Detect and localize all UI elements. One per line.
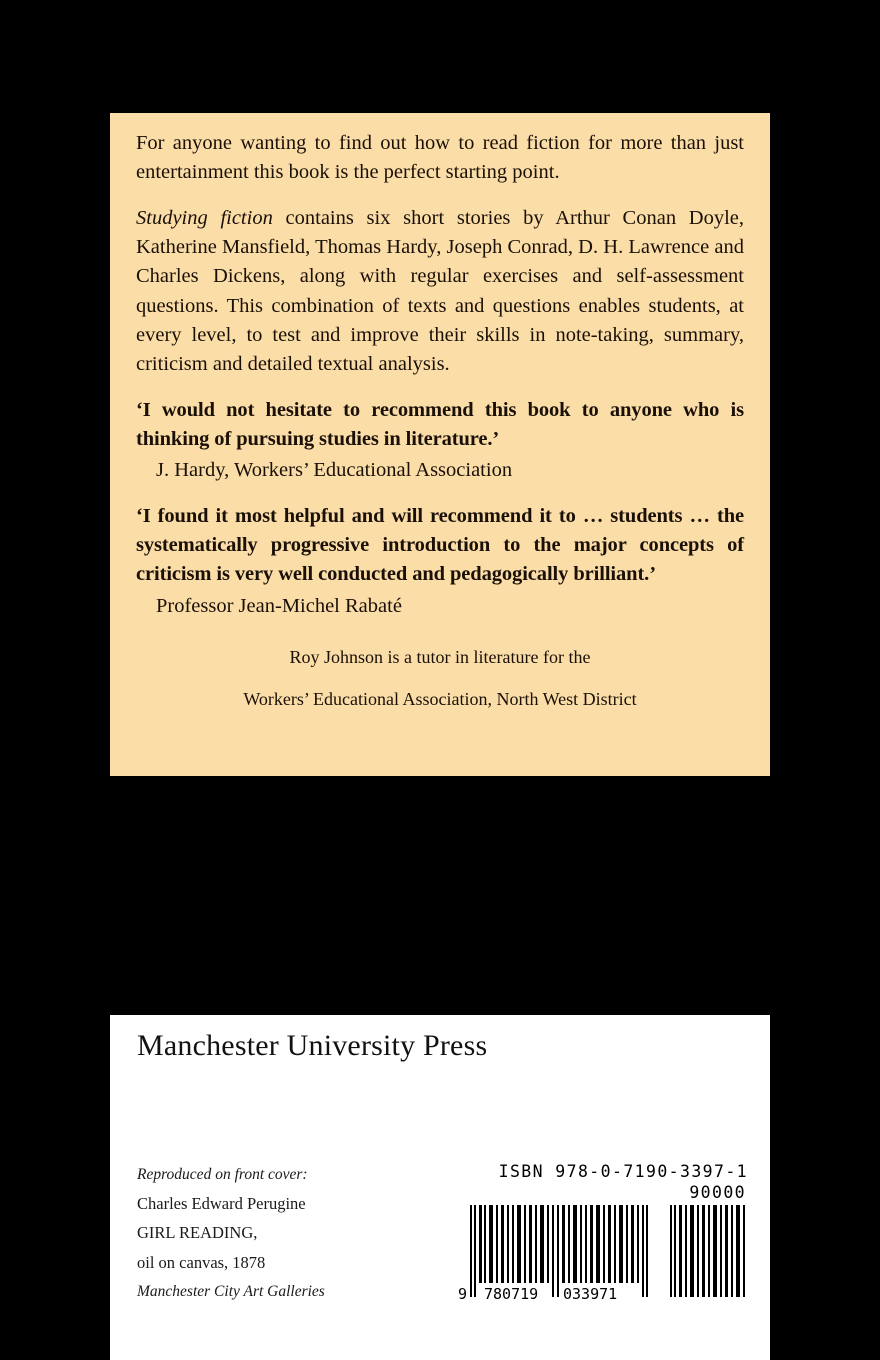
book-title-italic: Studying fiction — [136, 207, 273, 230]
blurb-paragraph-2 — [136, 204, 744, 379]
barcode-main-digits: 9 780719 033971 — [458, 1285, 618, 1303]
cover-credit-title: GIRL READING, — [137, 1223, 258, 1242]
review-quote-2-source: Professor Jean-Michel Rabaté — [156, 594, 402, 617]
barcode-addon-ean5 — [670, 1205, 748, 1297]
blurb-paragraph-1: For anyone wanting to find out how to read fiction for more than just entertainment this book is the perfect starting point. — [136, 132, 744, 184]
back-cover-footer-panel — [110, 1015, 770, 1360]
isbn-label: ISBN 978-0-7190-3397-1 — [498, 1162, 748, 1181]
cover-credit-heading: Reproduced on front cover: — [137, 1166, 308, 1183]
back-cover-blurb-panel — [110, 113, 770, 776]
cover-credit-artist: Charles Edward Perugine — [137, 1193, 306, 1213]
blurb-paragraph-2-rest: contains six short stories by Arthur Conan Doyle, Katherine Mansfield, Thomas Hardy, Joseph Conrad, D. H. Lawrence and Charles Dickens, along with regular exercises and self-assessment questions. This combination of texts and questions enables students, at every level, to test and improve their skills in note-taking, summary, criticism and detailed textual analysis. — [136, 207, 744, 375]
isbn-barcode-block — [458, 1162, 750, 1305]
barcode-graphics — [458, 1205, 750, 1305]
barcode-addon-digits: 90000 — [689, 1183, 746, 1202]
review-quote-2: ‘I found it most helpful and will recommend it to … students … the systematically progressive introduction to the major concepts of criticism is very well conducted and pedagogically brilliant.’ — [136, 505, 744, 586]
publisher-name: Manchester University Press — [137, 1029, 488, 1062]
cover-credit-block — [137, 1167, 325, 1313]
review-quote-1: ‘I would not hesitate to recommend this book to anyone who is thinking of pursuing studies in literature.’ — [136, 398, 744, 450]
cover-credit-medium: oil on canvas, 1878 — [137, 1252, 266, 1272]
barcode-ean13 — [458, 1205, 655, 1303]
author-credit-line-1: Roy Johnson is a tutor in literature for the — [289, 646, 591, 667]
author-credit-line-2: Workers’ Educational Association, North West District — [243, 689, 637, 710]
cover-credit-collection: Manchester City Art Galleries — [137, 1283, 325, 1300]
review-quote-1-source: J. Hardy, Workers’ Educational Association — [156, 459, 513, 482]
